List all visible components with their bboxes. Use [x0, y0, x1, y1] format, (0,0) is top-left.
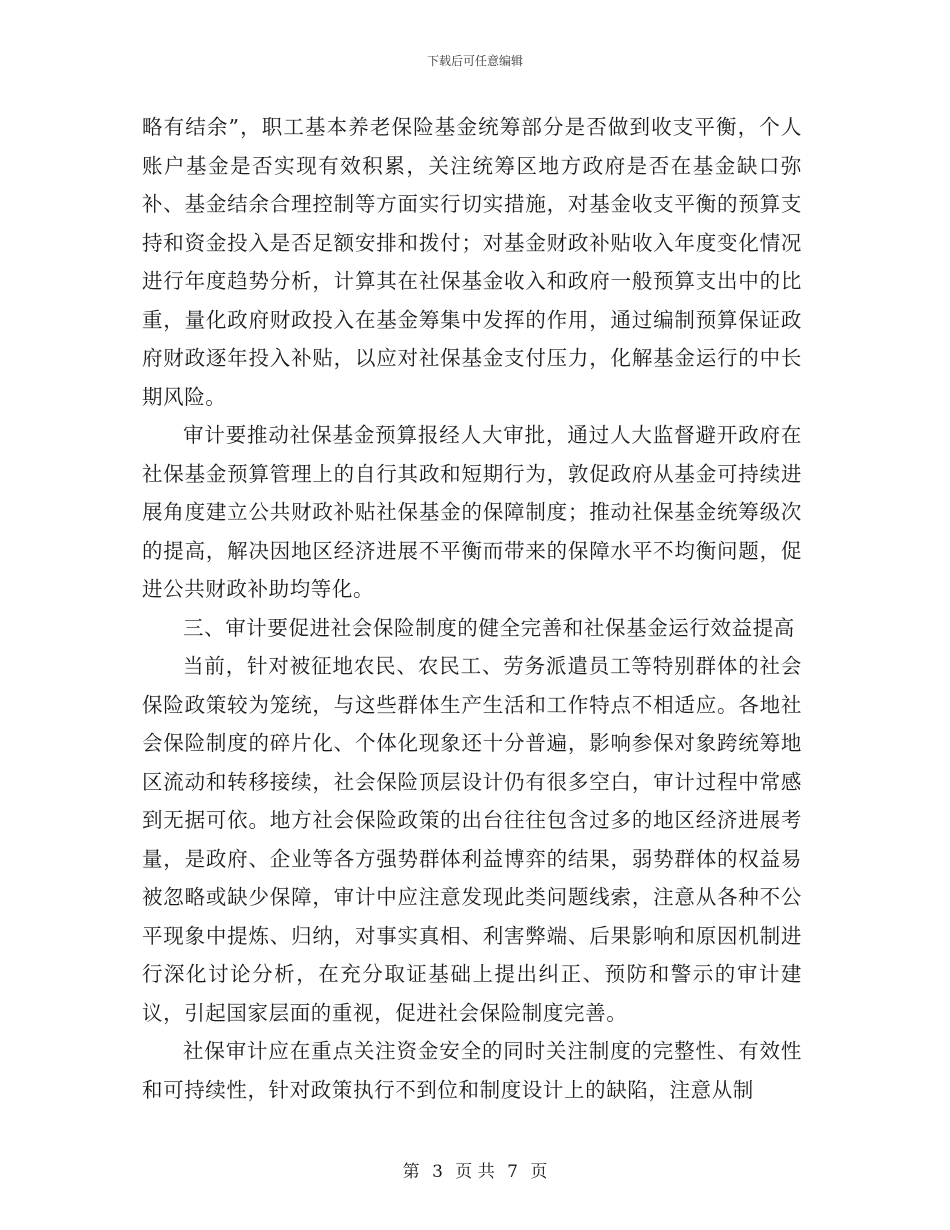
- page-footer: [0, 1157, 950, 1182]
- footer-current-page: 3: [432, 1162, 443, 1182]
- paragraph-4: 社保审计应在重点关注资金安全的同时关注制度的完整性、有效性和可持续性，针对政策执行不到位和制度设计上的缺陷，注意从制: [142, 1039, 802, 1102]
- document-body: [142, 108, 802, 1109]
- footer-mid: 页 共: [455, 1162, 495, 1182]
- footer-prefix: 第: [402, 1162, 420, 1182]
- footer-total-pages: 7: [507, 1162, 518, 1182]
- footer-suffix: 页: [530, 1162, 548, 1182]
- page-header: [0, 52, 950, 69]
- section-heading: 三、审计要促进社会保险制度的健全完善和社保基金运行效益提高: [183, 615, 795, 640]
- paragraph-3: 当前，针对被征地农民、农民工、劳务派遣员工等特别群体的社会保险政策较为笼统，与这些群体生产生活和工作特点不相适应。各地社会保险制度的碎片化、个体化现象还十分普遍，影响参保对象跨统筹地区流动和转移接续，社会保险顶层设计仍有很多空白，审计过程中常感到无据可依。地方社会保险政策的出台往往包含过多的地区经济进展考量，是政府、企业等各方强势群体利益博弈的结果，弱势群体的权益易被忽略或缺少保障，审计中应注意发现此类问题线索，注意从各种不公平现象中提炼、归纳，对事实真相、利害弊端、后果影响和原因机制进行深化讨论分析，在充分取证基础上提出纠正、预防和警示的审计建议，引起国家层面的重视，促进社会保险制度完善。: [142, 654, 802, 1025]
- paragraph-2: 审计要推动社保基金预算报经人大审批，通过人大监督避开政府在社保基金预算管理上的自行其政和短期行为，敦促政府从基金可持续进展角度建立公共财政补贴社保基金的保障制度；推动社保基金统筹级次的提高，解决因地区经济进展不平衡而带来的保障水平不均衡问题，促进公共财政补助均等化。: [142, 423, 802, 601]
- paragraph-1: 略有结余”，职工基本养老保险基金统筹部分是否做到收支平衡，个人账户基金是否实现有效积累，关注统筹区地方政府是否在基金缺口弥补、基金结余合理控制等方面实行切实措施，对基金收支平衡的预算支持和资金投入是否足额安排和拨付；对基金财政补贴收入年度变化情况进行年度趋势分析，计算其在社保基金收入和政府一般预算支出中的比重，量化政府财政投入在基金筹集中发挥的作用，通过编制预算保证政府财政逐年投入补贴，以应对社保基金支付压力，化解基金运行的中长期风险。: [142, 115, 802, 409]
- header-text: 下载后可任意编辑: [426, 54, 523, 68]
